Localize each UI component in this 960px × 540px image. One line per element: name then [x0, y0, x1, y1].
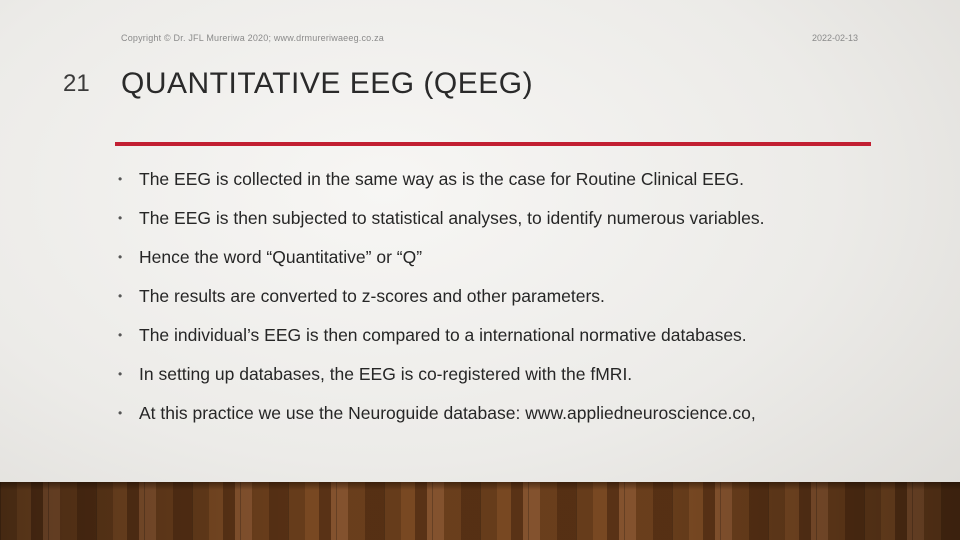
bullet-item: [118, 283, 764, 322]
floor-shading: [0, 482, 960, 540]
bullet-dot-icon: •: [118, 367, 123, 381]
bullet-text: The individual’s EEG is then compared to a international normative databases.: [139, 325, 747, 345]
bullet-dot-icon: •: [118, 289, 123, 303]
bullet-dot-icon: •: [118, 406, 123, 420]
copyright-footer: Copyright © Dr. JFL Mureriwa 2020; www.drmureriwaeeg.co.za: [121, 33, 384, 43]
title-underline: [115, 142, 871, 146]
bullet-item: [118, 166, 764, 205]
bullet-text: In setting up databases, the EEG is co-registered with the fMRI.: [139, 364, 633, 384]
bullet-text: The EEG is collected in the same way as is the case for Routine Clinical EEG.: [139, 169, 744, 189]
bullet-text: The results are converted to z-scores and other parameters.: [139, 286, 605, 306]
bullet-item: [118, 361, 764, 400]
bullet-item: [118, 400, 764, 439]
bullet-text: The EEG is then subjected to statistical analyses, to identify numerous variables.: [139, 208, 765, 228]
slide-number: 21: [63, 70, 90, 97]
bullet-item: [118, 244, 764, 283]
bullet-dot-icon: •: [118, 211, 123, 225]
bullet-dot-icon: •: [118, 172, 123, 186]
bullet-list: [118, 166, 764, 439]
slide-title: QUANTITATIVE EEG (QEEG): [121, 67, 534, 100]
bullet-text: Hence the word “Quantitative” or “Q”: [139, 247, 423, 267]
bullet-item: [118, 322, 764, 361]
bullet-item: [118, 205, 764, 244]
bullet-dot-icon: •: [118, 328, 123, 342]
bullet-text: At this practice we use the Neuroguide database: www.appliedneuroscience.co,: [139, 403, 756, 423]
slide-date: 2022-02-13: [812, 33, 859, 43]
bullet-dot-icon: •: [118, 250, 123, 264]
